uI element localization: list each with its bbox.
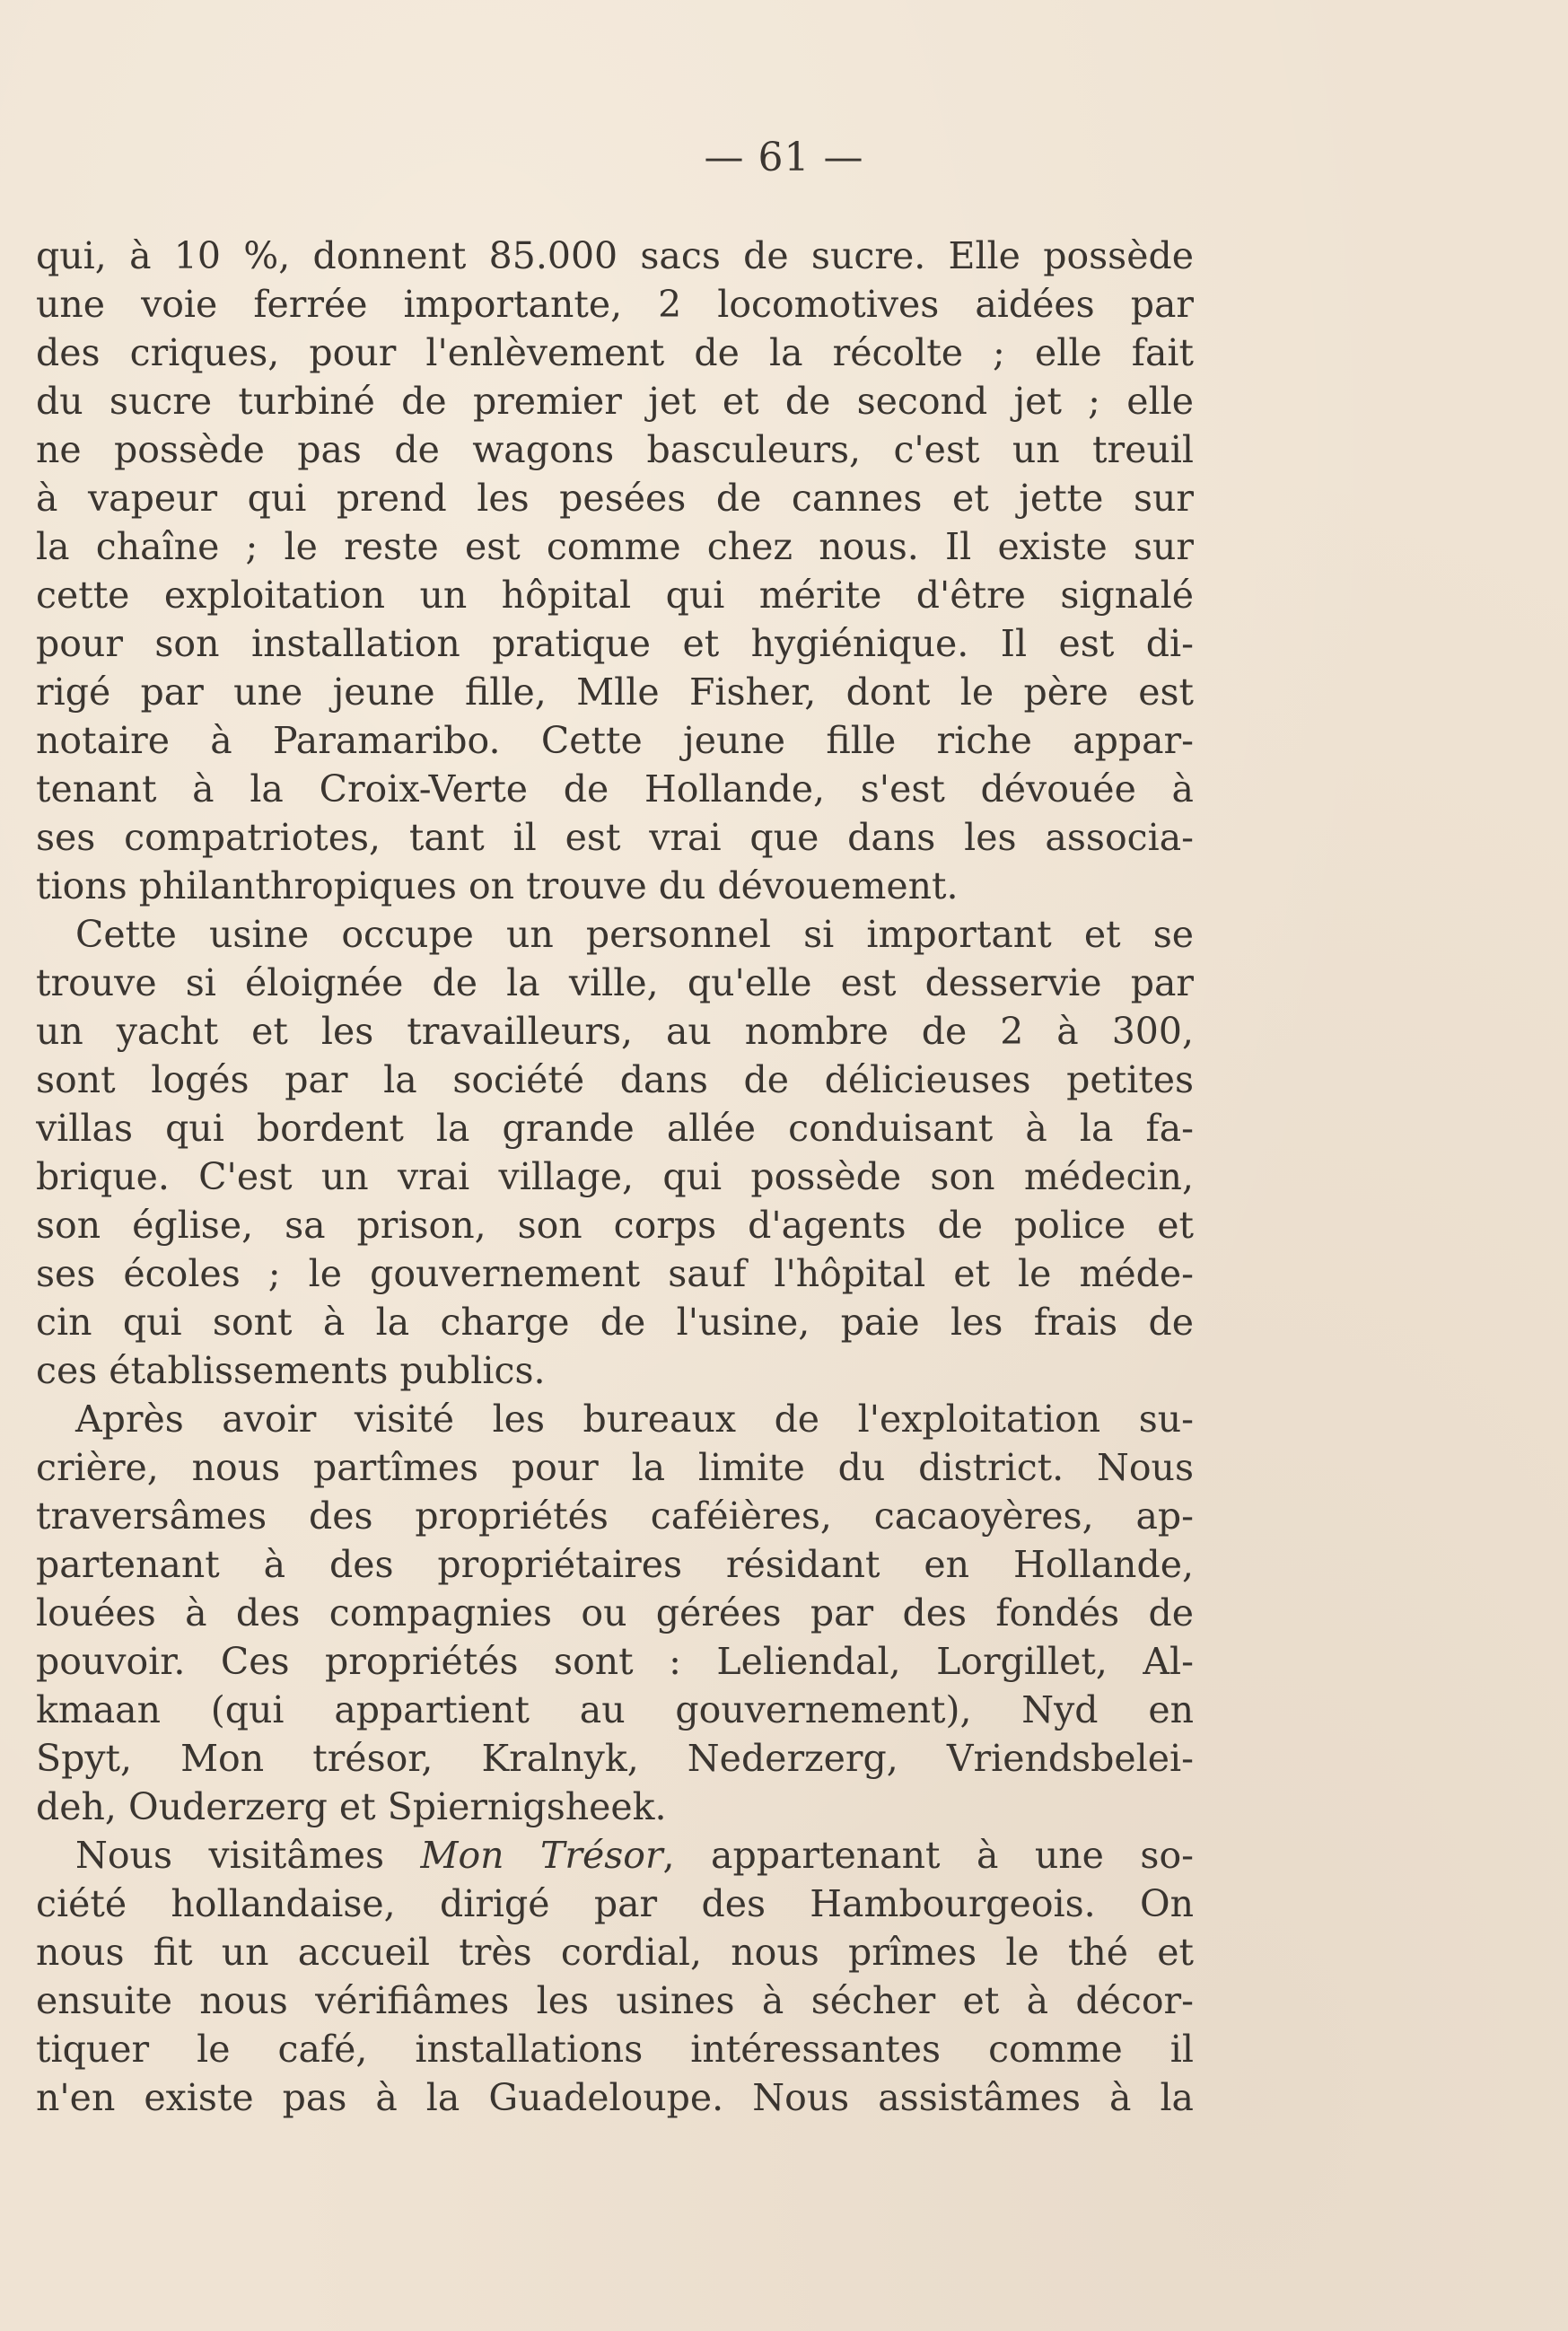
- page-number: — 61 —: [704, 135, 864, 180]
- italic-title: Mon Trésor: [420, 1834, 663, 1877]
- text-line: une voie ferrée importante, 2 locomotives aidées par: [36, 283, 1194, 326]
- text-line: ces établissements publics.: [36, 1349, 546, 1392]
- text-line: villas qui bordent la grande allée conduisant à la fa-: [36, 1107, 1194, 1150]
- text-line: qui, à 10 %, donnent 85.000 sacs de sucre. Elle possède: [36, 234, 1194, 277]
- text-line: Après avoir visité les bureaux de l'exploitation su-: [75, 1398, 1194, 1441]
- text-line: pouvoir. Ces propriétés sont : Leliendal, Lorgillet, Al-: [36, 1640, 1194, 1683]
- text-line: partenant à des propriétaires résidant en Hollande,: [36, 1543, 1194, 1586]
- text-line: ses compatriotes, tant il est vrai que dans les associa-: [36, 816, 1194, 859]
- text-line: cette exploitation un hôpital qui mérite d'être signalé: [36, 574, 1194, 617]
- text-line: nous fit un accueil très cordial, nous prîmes le thé et: [36, 1931, 1194, 1974]
- text-line: son église, sa prison, son corps d'agents de police et: [36, 1204, 1194, 1247]
- text-run: , appartenant à une so-: [662, 1834, 1194, 1877]
- text-line: traversâmes des propriétés caféières, cacaoyères, ap-: [36, 1494, 1194, 1538]
- text-line: notaire à Paramaribo. Cette jeune fille riche appar-: [36, 719, 1194, 762]
- text-line: ses écoles ; le gouvernement sauf l'hôpital et le méde-: [36, 1252, 1194, 1295]
- text-line: tions philanthropiques on trouve du dévouement.: [36, 864, 959, 907]
- text-line: tiquer le café, installations intéressantes comme il: [36, 2028, 1194, 2071]
- text-line: crière, nous partîmes pour la limite du district. Nous: [36, 1446, 1194, 1489]
- text-line: kmaan (qui appartient au gouvernement), Nyd en: [36, 1688, 1194, 1731]
- text-line: ensuite nous vérifiâmes les usines à sécher et à décor-: [36, 1979, 1194, 2022]
- text-run: Nous visitâmes: [75, 1834, 421, 1877]
- text-line: ne possède pas de wagons basculeurs, c'est un treuil: [36, 428, 1194, 471]
- text-line: louées à des compagnies ou gérées par des fondés de: [36, 1591, 1194, 1634]
- text-line: des criques, pour l'enlèvement de la récolte ; elle fait: [36, 331, 1194, 374]
- text-line-with-italic: [36, 1831, 1194, 1880]
- text-line: Spyt, Mon trésor, Kralnyk, Nederzerg, Vriendsbelei-: [36, 1737, 1194, 1780]
- text-line: à vapeur qui prend les pesées de cannes et jette sur: [36, 477, 1194, 520]
- text-line: Cette usine occupe un personnel si important et se: [75, 913, 1194, 956]
- text-line: brique. C'est un vrai village, qui possède son médecin,: [36, 1155, 1194, 1198]
- text-line: ciété hollandaise, dirigé par des Hambourgeois. On: [36, 1882, 1194, 1925]
- text-line: trouve si éloignée de la ville, qu'elle est desservie par: [36, 961, 1194, 1004]
- text-line: rigé par une jeune fille, Mlle Fisher, dont le père est: [36, 670, 1194, 714]
- text-line: du sucre turbiné de premier jet et de second jet ; elle: [36, 380, 1194, 423]
- text-line: sont logés par la société dans de délicieuses petites: [36, 1058, 1194, 1101]
- text-line: la chaîne ; le reste est comme chez nous. Il existe sur: [36, 525, 1194, 568]
- text-line: deh, Ouderzerg et Spiernigsheek.: [36, 1785, 667, 1828]
- text-line: n'en existe pas à la Guadeloupe. Nous assistâmes à la: [36, 2076, 1194, 2119]
- text-line: un yacht et les travailleurs, au nombre de 2 à 300,: [36, 1010, 1194, 1053]
- text-line: pour son installation pratique et hygiénique. Il est di-: [36, 622, 1194, 665]
- text-line: cin qui sont à la charge de l'usine, paie les frais de: [36, 1301, 1194, 1344]
- text-line: tenant à la Croix-Verte de Hollande, s'est dévouée à: [36, 767, 1194, 811]
- body-text: [36, 232, 1194, 2122]
